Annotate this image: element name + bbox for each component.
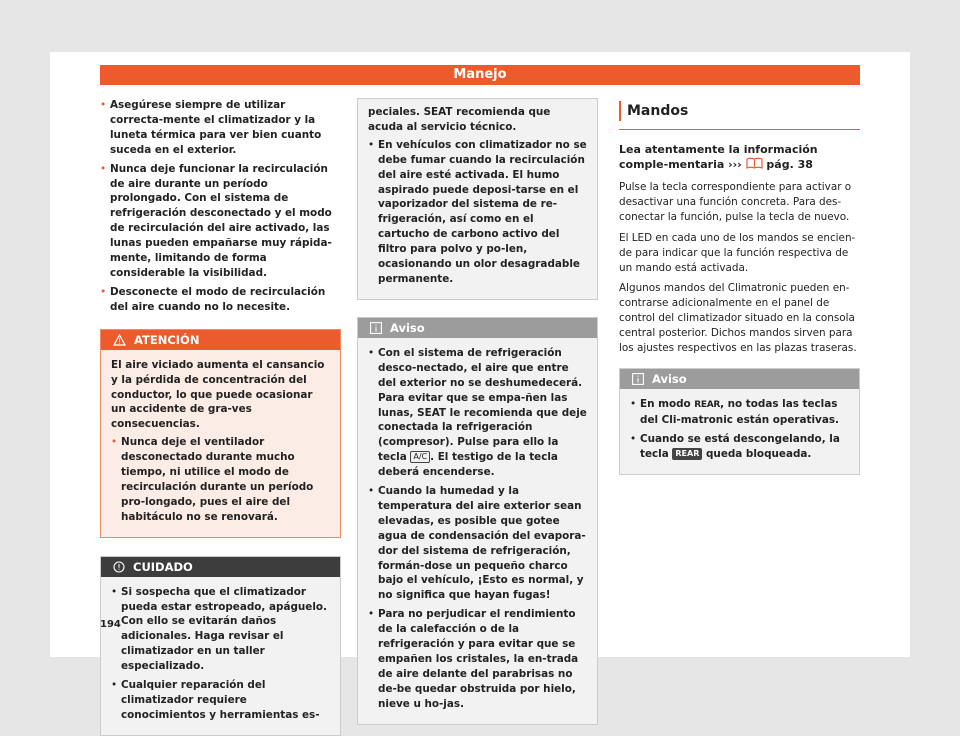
list-item: • Asegúrese siempre de utilizar correcta-mente el climatizador y la luneta térmica para ver bien cuanto suceda en el exterior.: [100, 99, 322, 156]
rear-mode-label: REAR: [694, 399, 721, 410]
section-title: Mandos: [619, 101, 860, 121]
note-header: Aviso: [620, 369, 859, 389]
column-3: [619, 101, 860, 475]
paragraph: Pulse la tecla correspondiente para activar o desactivar una función concreta. Para des-conectar la función, pulse la tecla de nuevo.: [619, 181, 852, 223]
book-icon: [746, 157, 763, 174]
info-icon: [632, 373, 644, 385]
page-reference-link[interactable]: pág. 38: [766, 158, 813, 171]
list-item: • Para no perjudicar el rendimiento de la calefacción o de la refrigeración y para evitar que se empañen los cristales, la en-trada de aire delante del parabrisas no de-be quedar obstruida por hielo, nieve u ho-jas.: [368, 608, 579, 710]
list-item: • En vehículos con climatizador no se debe fumar cuando la recirculación del aire esté activada. El humo aspirado puede deposi-tarse en el vaporizador del sistema de re-frigeración, así como en el cartucho de carbono activo del filtro para polvo y po-len, ocasionando un olor desagradable permanente.: [368, 138, 587, 285]
list-item: • Nunca deje el ventilador desconectado durante mucho tiempo, ni utilice el modo de recirculación durante un período pro-longado, pues el aire del habitáculo no se renovará.: [111, 436, 314, 523]
bullet-icon: •: [368, 346, 375, 359]
ac-key-icon: A/C: [410, 451, 430, 463]
bullet-icon: •: [111, 585, 118, 598]
caution-box-continued: [357, 98, 598, 300]
paragraph: El LED en cada uno de los mandos se encien-de para indicar que la función respectiva de un mando está activada.: [619, 231, 856, 274]
list-item: • Si sospecha que el climatizador pueda estar estropeado, apáguelo. Con ello se evitarán daños adicionales. Haga revisar el climatizador en un taller especializado.: [111, 585, 327, 673]
bullet-icon: •: [100, 99, 107, 111]
warning-text: El aire viciado aumenta el cansancio y la pérdida de concentración del conductor, lo que puede ocasionar un accidente de gra-ves consecuencias.: [111, 358, 325, 431]
section-divider: [619, 129, 860, 130]
page-number: 194: [100, 619, 121, 630]
bullet-icon: •: [111, 436, 118, 449]
note-header: Aviso: [358, 318, 597, 338]
bullet-icon: •: [111, 679, 118, 692]
bullet-icon: •: [630, 432, 637, 445]
caution-box: [100, 556, 341, 736]
list-item: • Cuando la humedad y la temperatura del aire exterior sean elevadas, es posible que gotee agua de condensación del evapora-dor del sistema de refrigeración, formán-dose un pequeño charco bajo el vehículo, ¡Esto es normal, y no significa que hayan fugas!: [368, 485, 586, 602]
bullet-icon: •: [100, 285, 107, 298]
bullet-icon: •: [630, 397, 637, 410]
bullet-icon: •: [368, 608, 375, 621]
note-box: [357, 317, 598, 725]
paragraph: Algunos mandos del Climatronic pueden en-contrarse adicionalmente en el panel de control del climatizador situado en la consola central posterior. Dichos mandos sirven para los ajustes respectivos en las plazas traseras.: [619, 282, 857, 355]
warning-header: ATENCIÓN: [101, 330, 340, 350]
list-item: • Con el sistema de refrigeración desco-nectado, el aire que entre del exterior no se deshumedecerá. Para evitar que se empa-ñen las lunas, SEAT le recomienda que deje conectada la refrigeración (compresor). Pulse para ello la tecla A/C . El testigo de la tecla deberá encenderse.: [368, 346, 587, 479]
bullet-icon: •: [100, 162, 107, 175]
list-item: • En modo REAR, no todas las teclas del Cli-matronic están operativas.: [630, 397, 839, 426]
rear-key-icon: REAR: [672, 448, 702, 460]
note-box: [619, 368, 860, 475]
lead-text: Lea atentamente la información comple-mentaria ››› pág. 38: [619, 142, 860, 174]
caution-header: CUIDADO: [101, 557, 340, 577]
bullet-icon: •: [368, 485, 375, 498]
column-2: [357, 98, 598, 725]
list-item: • Cuando se está descongelando, la tecla REAR queda bloqueada.: [630, 432, 840, 460]
chapter-header: Manejo: [100, 65, 860, 85]
list-item: • Desconecte el modo de recirculación del aire cuando no lo necesite.: [100, 285, 326, 313]
warning-triangle-icon: [113, 334, 126, 346]
caution-text: peciales. SEAT recomienda que acuda al servicio técnico.: [368, 106, 551, 133]
bullet-icon: •: [368, 138, 375, 151]
warning-box: [100, 329, 341, 538]
info-icon: [370, 322, 382, 334]
list-item: • Cualquier reparación del climatizador requiere conocimientos y herramientas es-: [111, 679, 320, 721]
exclamation-circle-icon: [113, 561, 125, 573]
column-1: [100, 98, 341, 736]
list-item: • Nunca deje funcionar la recirculación de aire durante un período prolongado. Con el sistema de refrigeración desconectado y el modo de recirculación del aire activado, las lunas pueden empañarse muy rápida-mente, limitando de forma considerable la visibilidad.: [100, 162, 332, 279]
